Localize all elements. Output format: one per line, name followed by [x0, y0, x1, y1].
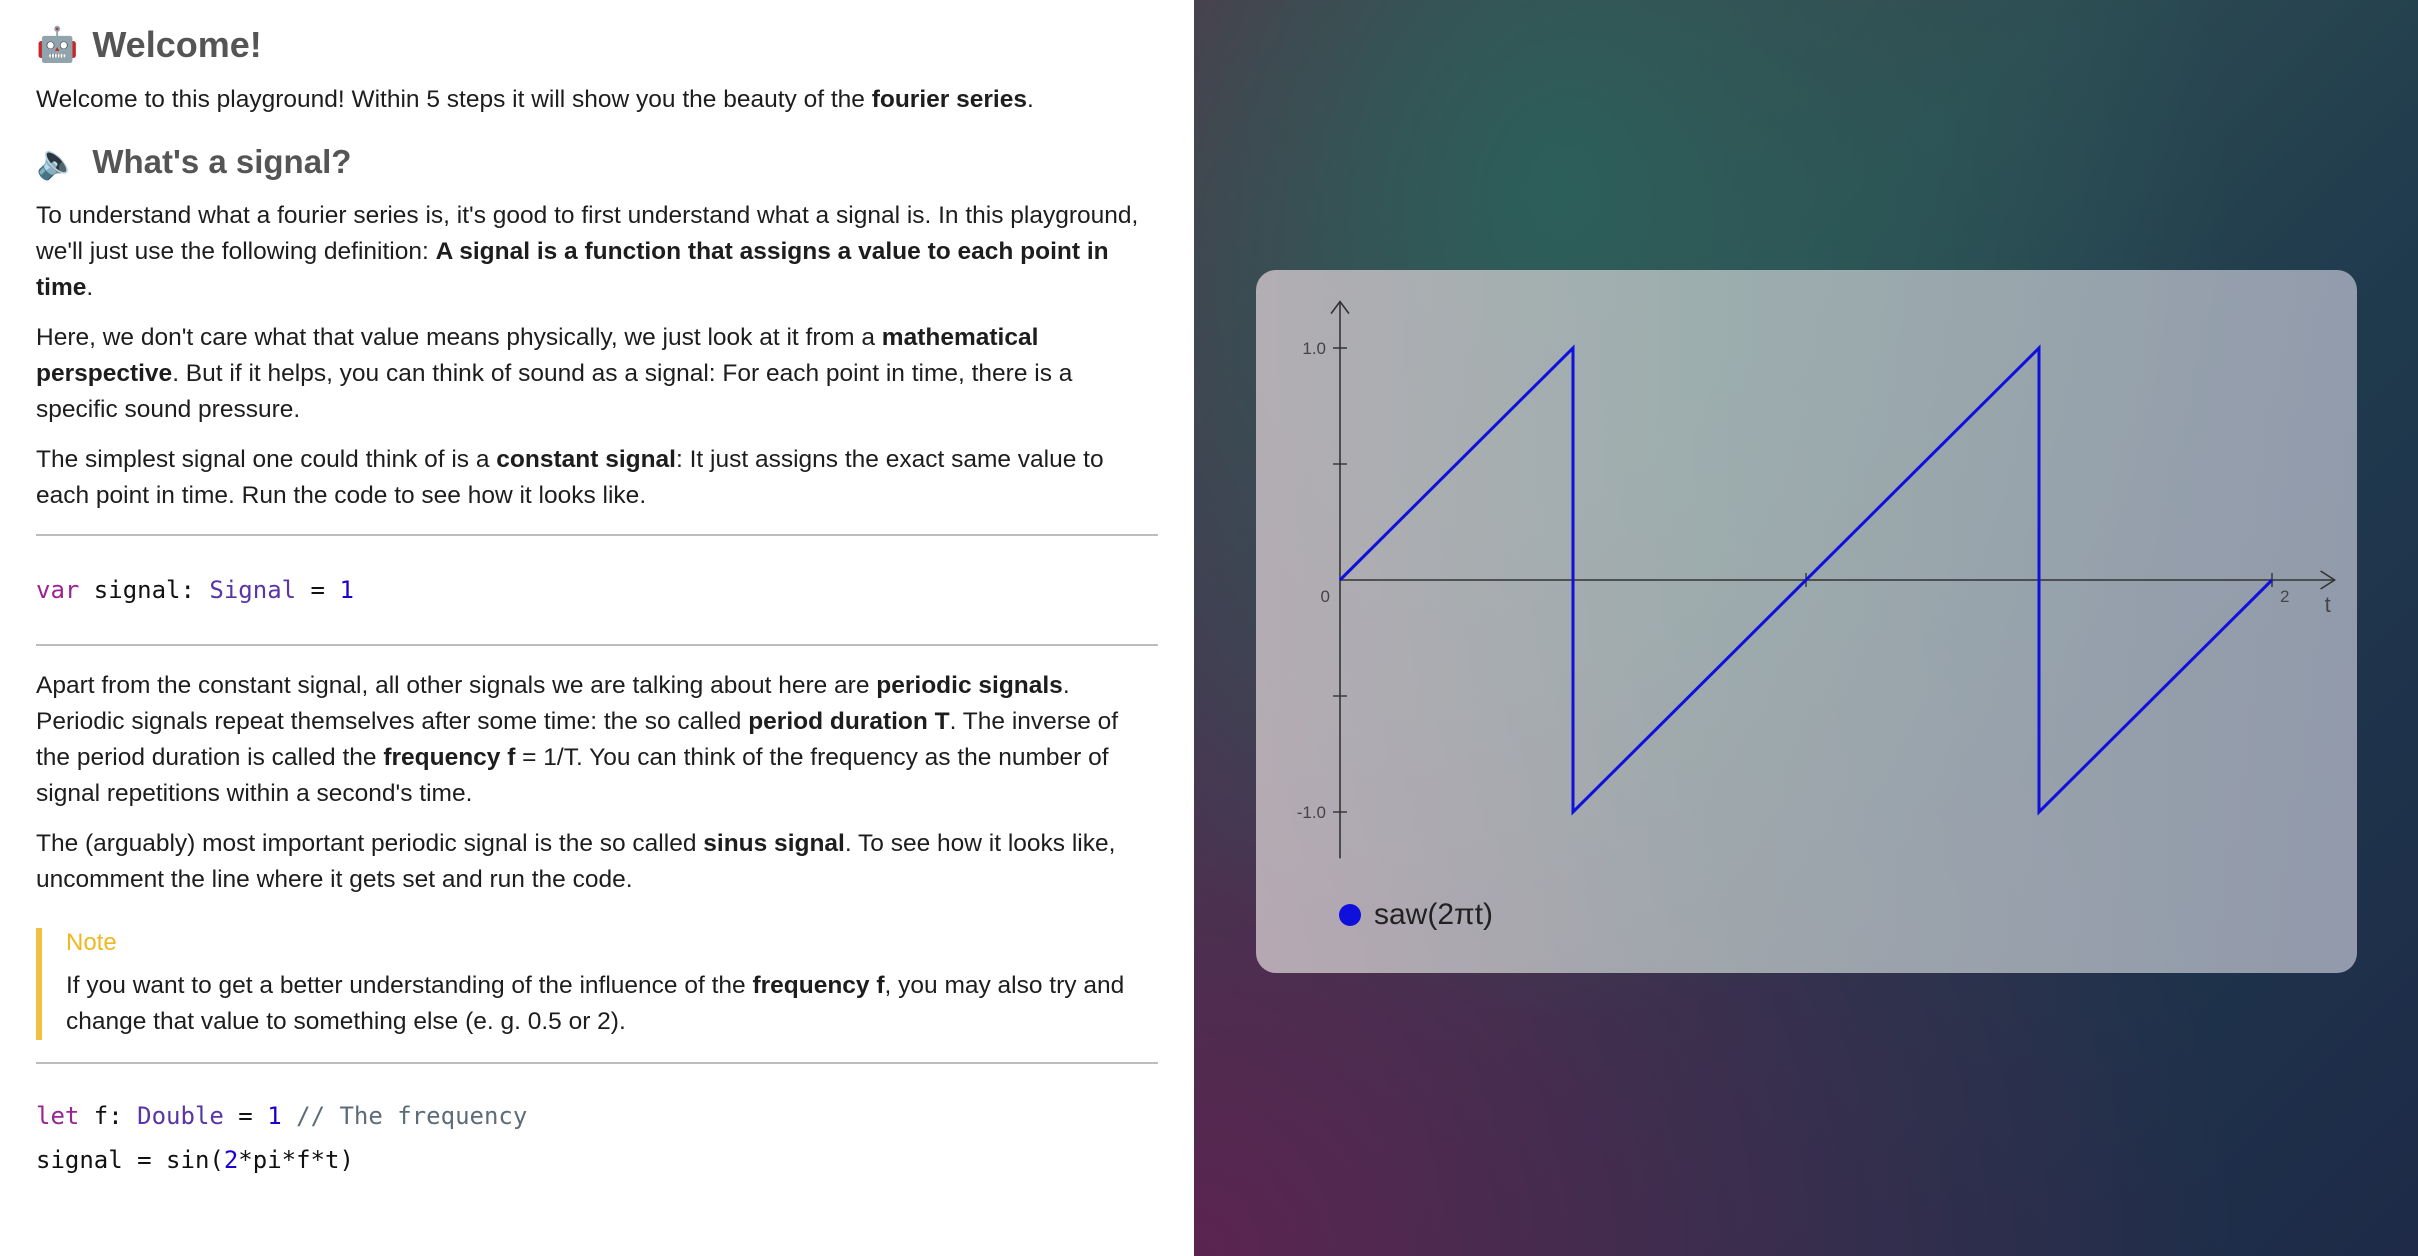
speaker-icon: 🔈 — [36, 142, 79, 182]
note-text: If you want to get a better understanding of the influence of the frequency f, you may also try and change that value to something else (e. g. 0.5 or 2). — [66, 972, 1125, 1035]
code-block-signal[interactable]: var signal: Signal = 1 — [36, 576, 354, 604]
x-tick-label: 2 — [2280, 587, 2290, 606]
divider — [36, 644, 1158, 646]
welcome-title: Welcome! — [92, 24, 262, 65]
signal-paragraph-1: To understand what a fourier series is, it's good to first understand what a signal is. In this playground, we'll just use the following definition: A signal is a function that assigns a value to each point in time. — [36, 202, 1139, 301]
y-tick-label: 0 — [1320, 587, 1330, 606]
code-block-frequency[interactable] — [36, 1102, 1158, 1174]
signal-heading — [36, 140, 1158, 184]
signal-paragraph-2: Here, we don't care what that value means physically, we just look at it from a mathematical perspective. But if it helps, you can think of sound as a signal: For each point in time, there is a specific sound pressure. — [36, 324, 1073, 423]
signal-title: What's a signal? — [92, 143, 352, 180]
note-callout — [36, 928, 1158, 1040]
signal-chart — [1256, 270, 2357, 973]
divider — [36, 1062, 1158, 1064]
chart-card — [1256, 270, 2357, 973]
instructions-pane — [0, 0, 1194, 1256]
y-tick-label: -1.0 — [1296, 803, 1326, 822]
note-title: Note — [66, 929, 117, 956]
x-axis-label: t — [2324, 592, 2331, 617]
code-line-1[interactable]: let f: Double = 1 // The frequency — [36, 1102, 528, 1130]
periodic-paragraph-2: The (arguably) most important periodic signal is the so called sinus signal. To see how it looks like, uncomment the line where it gets set and run the code. — [36, 830, 1116, 893]
periodic-paragraph-1: Apart from the constant signal, all other signals we are talking about here are periodic signals. Periodic signals repeat themselves after some time: the so called period duration T. The inverse of the period duration is called the frequency f = 1/T. You can think of the frequency as the number of signal repetitions within a second's time. — [36, 672, 1119, 807]
code-line-2[interactable]: signal = sin(2*pi*f*t) — [36, 1146, 354, 1174]
legend-marker — [1339, 904, 1361, 926]
live-view — [1194, 0, 2418, 1256]
welcome-heading — [36, 22, 1158, 68]
welcome-text: Welcome to this playground! Within 5 steps it will show you the beauty of the fourier series. — [36, 86, 1034, 113]
robot-icon: 🤖 — [36, 25, 79, 65]
y-tick-label: 1.0 — [1302, 339, 1326, 358]
signal-paragraph-3: The simplest signal one could think of is a constant signal: It just assigns the exact same value to each point in time. Run the code to see how it looks like. — [36, 446, 1104, 509]
legend-label: saw(2πt) — [1374, 898, 1494, 931]
